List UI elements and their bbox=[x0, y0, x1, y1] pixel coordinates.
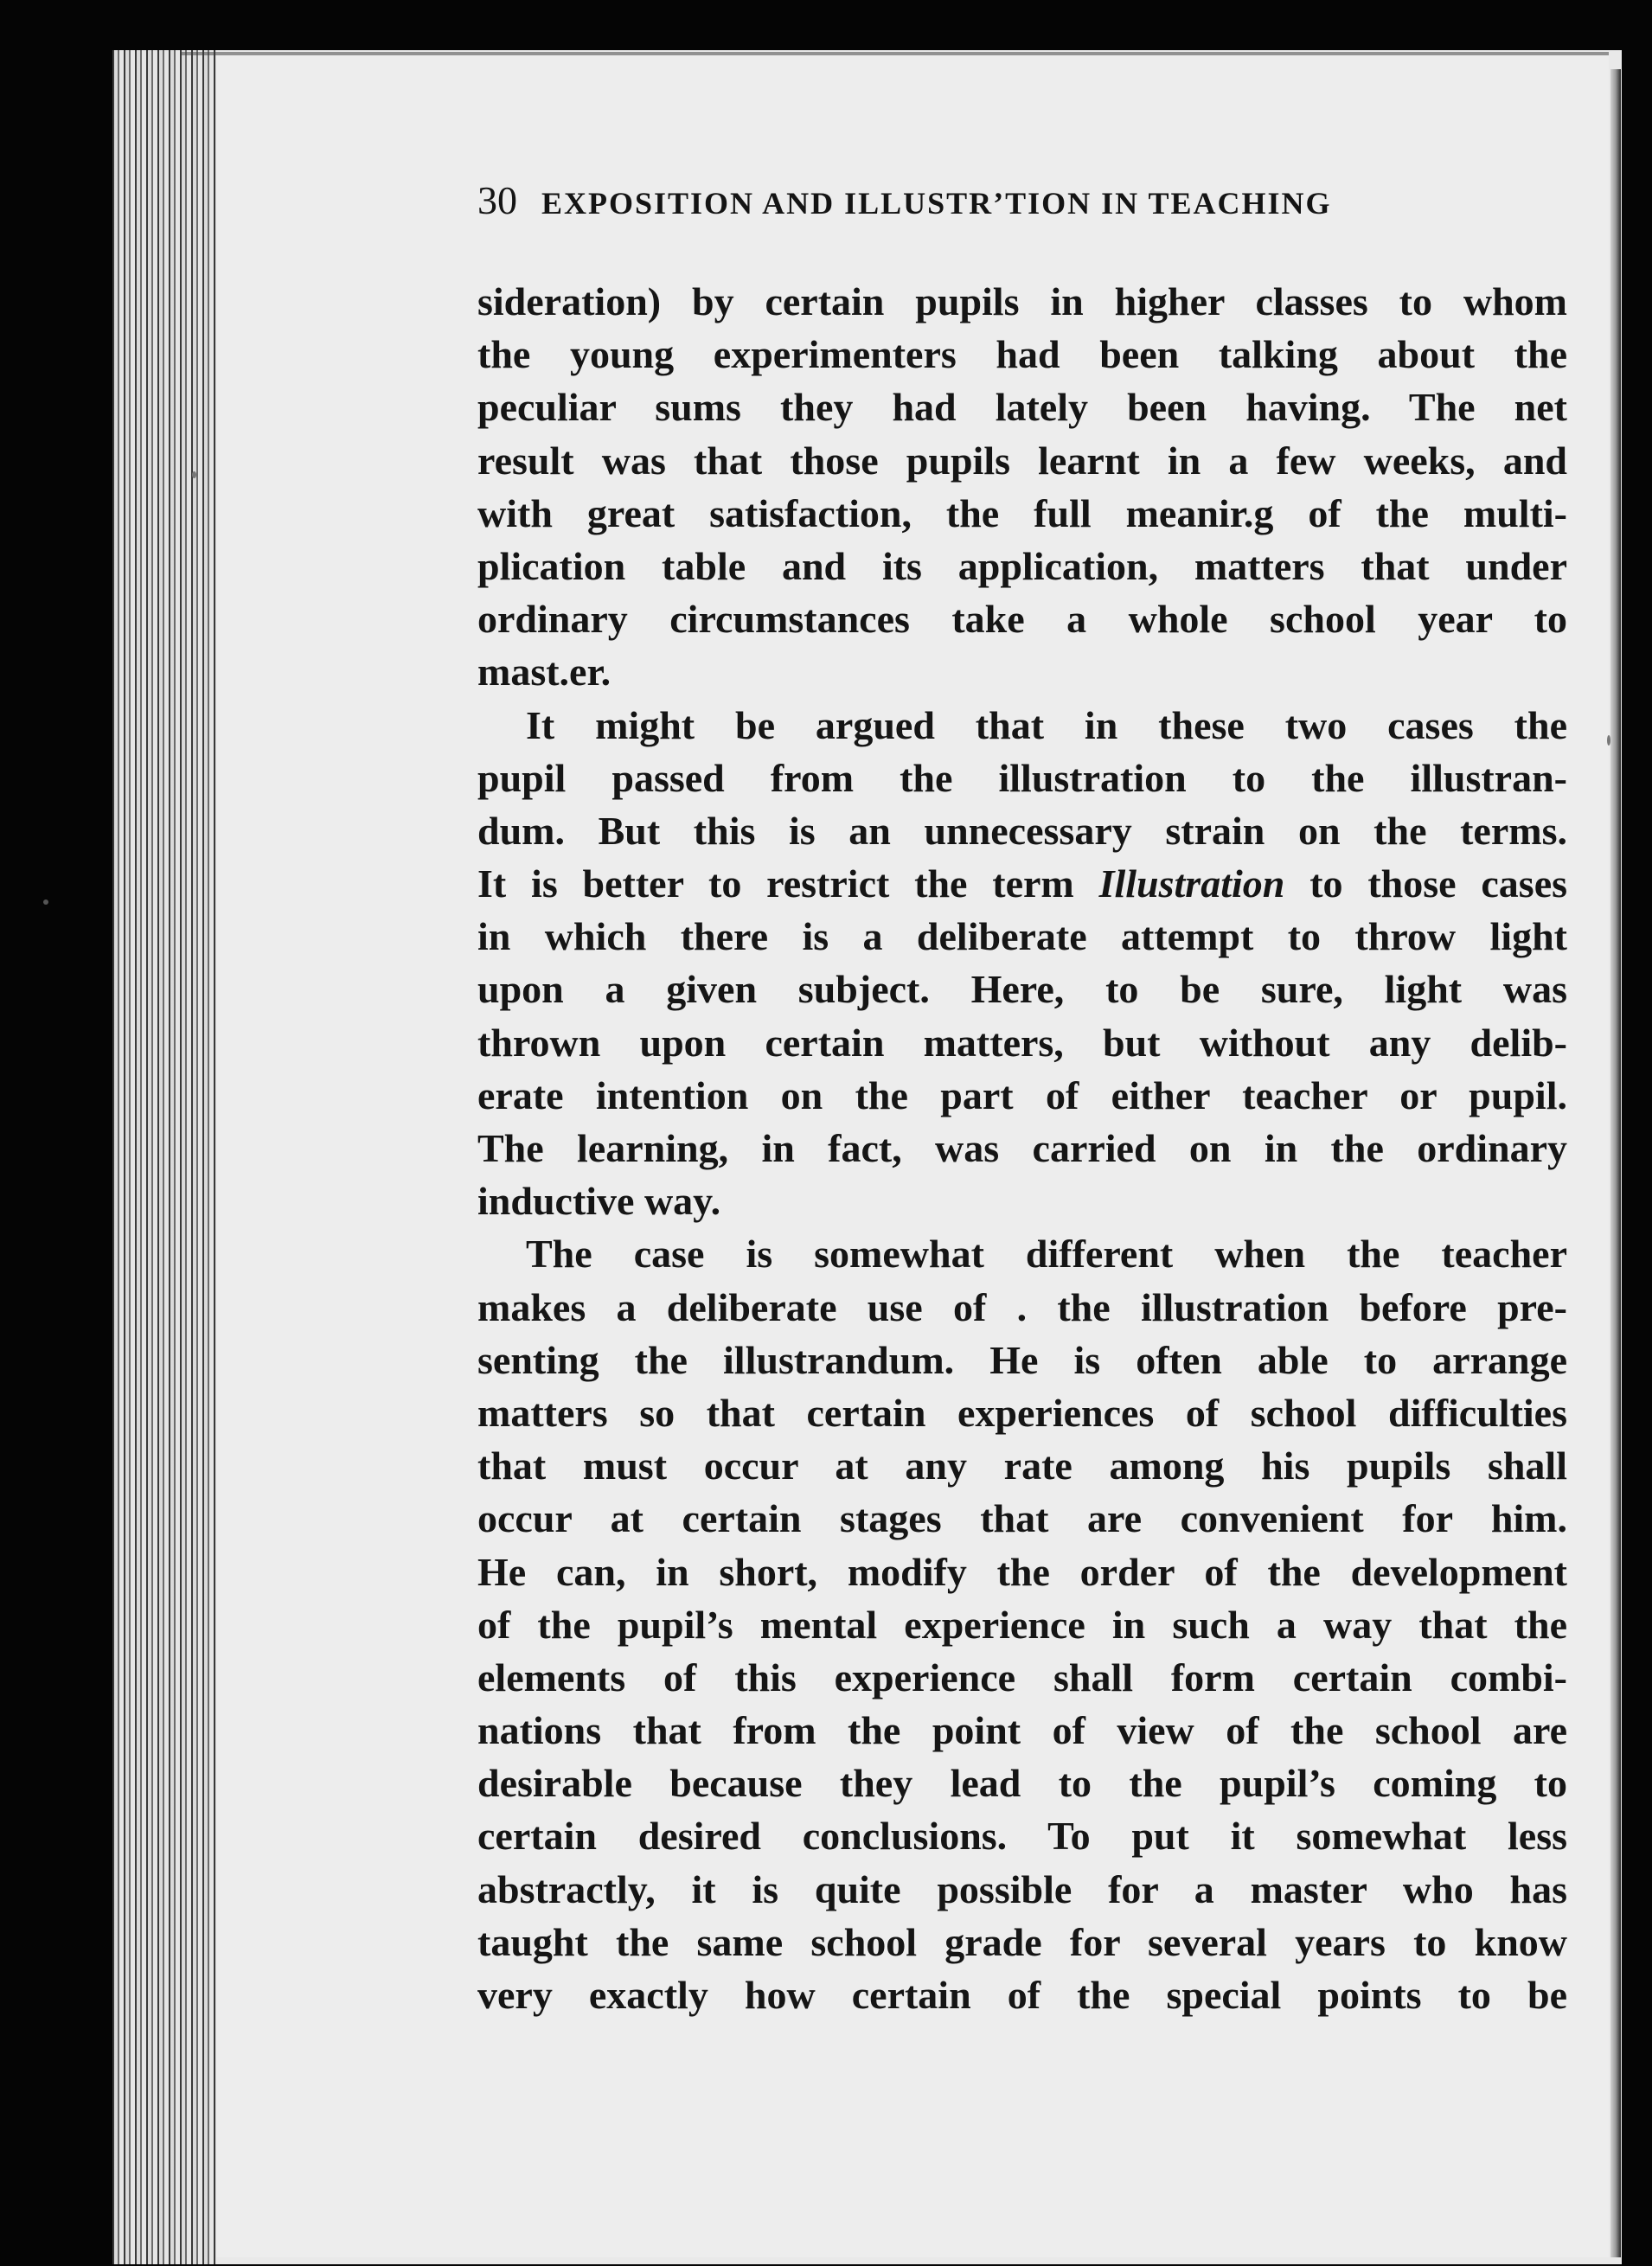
running-title: EXPOSITION AND ILLUSTR’TION IN TEACHING bbox=[541, 186, 1332, 221]
text-line: of the pupil’s mental experience in such a way that the bbox=[477, 1602, 1567, 1647]
text-line: dum. But this is an unnecessary strain on the terms. bbox=[477, 808, 1567, 853]
italic-term: Illustration bbox=[1098, 861, 1285, 906]
text-line: nations that from the point of view of the school are bbox=[477, 1708, 1567, 1753]
paragraph-first-line: The case is somewhat different when the teacher bbox=[526, 1232, 1567, 1277]
page-number: 30 bbox=[477, 178, 517, 222]
text-line: erate intention on the part of either teacher or pupil. bbox=[477, 1072, 1567, 1117]
text-line: very exactly how certain of the special points to be bbox=[477, 1973, 1567, 2017]
paragraph-first-line: It might be argued that in these two cases the bbox=[526, 702, 1567, 747]
text-line: taught the same school grade for several years to know bbox=[477, 1919, 1567, 1964]
text-line: elements of this experience shall form certain combi- bbox=[477, 1655, 1567, 1700]
text-line: upon a given subject. Here, to be sure, light was bbox=[477, 967, 1567, 1012]
line-end: to those cases bbox=[1309, 861, 1568, 906]
text-line: abstractly, it is quite possible for a master who has bbox=[477, 1866, 1567, 1911]
text-line: occur at certain stages that are convenient for him. bbox=[477, 1496, 1567, 1541]
text-line: with great satisfaction, the full meanir.g of the multi- bbox=[477, 490, 1567, 535]
text-line-with-italic-term bbox=[477, 857, 1567, 910]
text-line: certain desired conclusions. To put it somewhat less bbox=[477, 1814, 1567, 1859]
text-line: result was that those pupils learnt in a few weeks, and bbox=[477, 438, 1567, 483]
text-line: that must occur at any rate among his pupils shall bbox=[477, 1443, 1567, 1488]
text-line: inductive way. bbox=[477, 1179, 721, 1224]
text-line: mast.er. bbox=[477, 650, 611, 695]
text-line: thrown upon certain matters, but without any delib- bbox=[477, 1020, 1567, 1065]
text-line: makes a deliberate use of . the illustration before pre- bbox=[477, 1284, 1567, 1329]
text-line: pupil passed from the illustration to the illustran- bbox=[477, 755, 1567, 800]
text-line: plication table and its application, matters that under bbox=[477, 543, 1567, 588]
text-line: ordinary circumstances take a whole school year to bbox=[477, 597, 1567, 642]
text-line: The learning, in fact, was carried on in the ordinary bbox=[477, 1126, 1567, 1170]
text-line: peculiar sums they had lately been having. The net bbox=[477, 385, 1567, 430]
book-right-edge bbox=[1610, 69, 1621, 2257]
text-line: in which there is a deliberate attempt to throw light bbox=[477, 914, 1567, 959]
text-line: senting the illustrandum. He is often able to arrange bbox=[477, 1337, 1567, 1382]
running-head bbox=[477, 177, 1481, 238]
text-line: He can, in short, modify the order of the development bbox=[477, 1549, 1567, 1594]
scan-speck bbox=[43, 899, 48, 905]
text-line: sideration) by certain pupils in higher classes to whom bbox=[477, 279, 1567, 323]
line-start: It is better to restrict the term bbox=[477, 861, 1074, 906]
text-line: the young experimenters had been talking about the bbox=[477, 332, 1567, 377]
book-page-edges bbox=[112, 50, 216, 2264]
scan-speck bbox=[1607, 735, 1610, 746]
scan-speck bbox=[192, 471, 196, 478]
body-text bbox=[477, 275, 1567, 2021]
text-line: matters so that certain experiences of school difficulties bbox=[477, 1390, 1567, 1435]
text-line: desirable because they lead to the pupil’s coming to bbox=[477, 1761, 1567, 1806]
